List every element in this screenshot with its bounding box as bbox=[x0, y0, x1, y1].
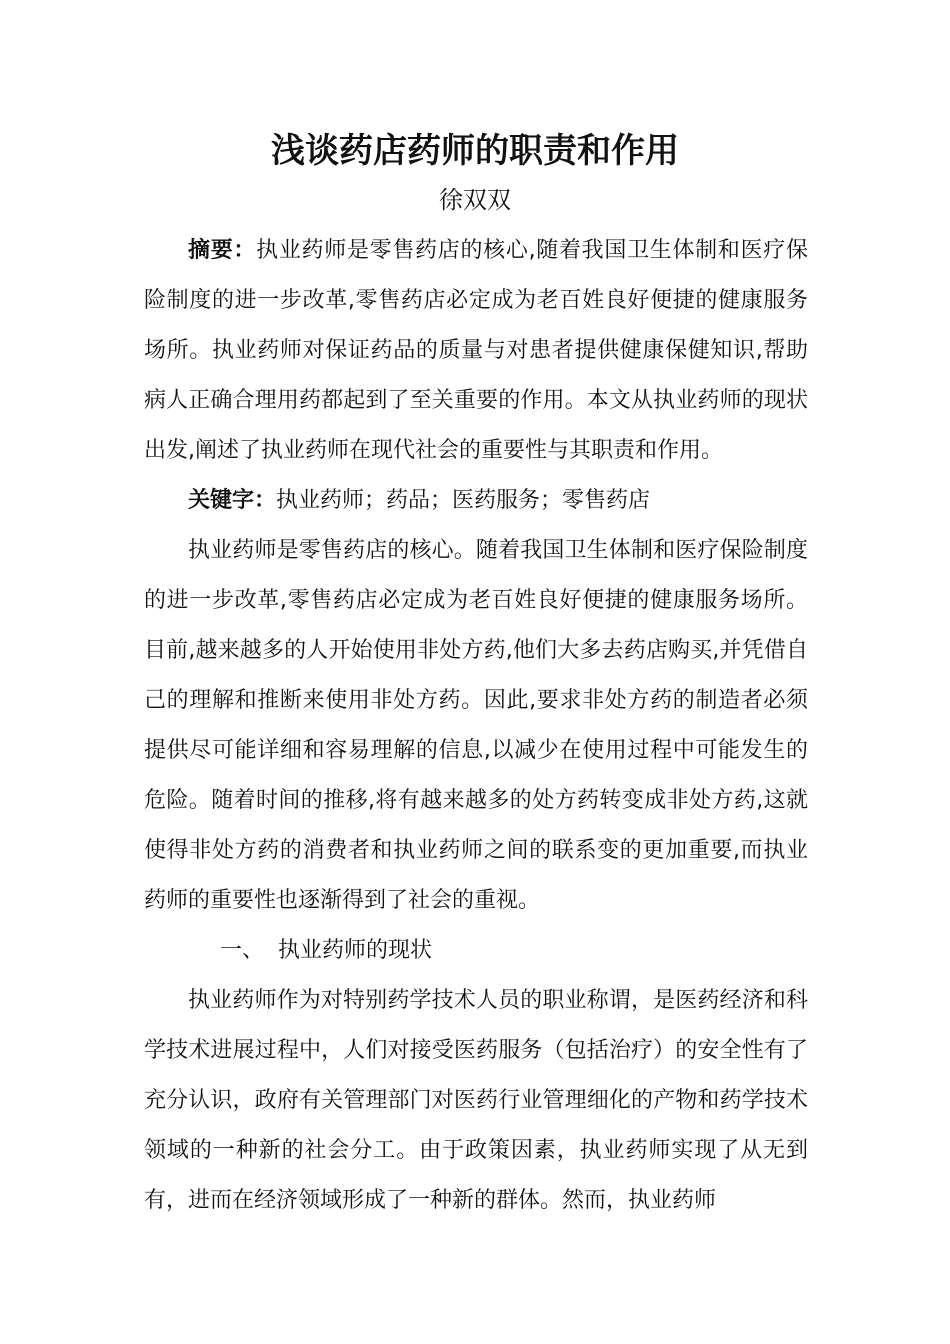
section-number: 一、 bbox=[220, 938, 265, 963]
author-name: 徐双双 bbox=[439, 186, 511, 214]
abstract-text: 执业药师是零售药店的核心,随着我国卫生体制和医疗保险制度的进一步改革,零售药店必定成为老百姓良好便捷的健康服务场所。执业药师对保证药品的质量与对患者提供健康保健知识,帮助病人正确合理用药都起到了至关重要的作用。本文从执业药师的现状出发,阐述了执业药师在现代社会的重要性与其职责和作用。 bbox=[144, 238, 808, 463]
abstract-paragraph bbox=[144, 226, 808, 476]
document-title: 浅谈药店药师的职责和作用 bbox=[271, 131, 679, 171]
section-heading bbox=[220, 926, 432, 976]
keywords-text: 执业药师；药品；医药服务；零售药店 bbox=[276, 488, 651, 513]
body-paragraph-1: 执业药师是零售药店的核心。随着我国卫生体制和医疗保险制度的进一步改革,零售药店必定成为老百姓良好便捷的健康服务场所。目前,越来越多的人开始使用非处方药,他们大多去药店购买,并凭借自己的理解和推断来使用非处方药。因此,要求非处方药的制造者必须提供尽可能详细和容易理解的信息,以减少在使用过程中可能发生的危险。随着时间的推移,将有越来越多的处方药转变成非处方药,这就使得非处方药的消费者和执业药师之间的联系变的更加重要,而执业药师的重要性也逐渐得到了社会的重视。 bbox=[144, 538, 808, 913]
keywords-paragraph bbox=[144, 476, 808, 526]
keywords-label: 关键字： bbox=[188, 488, 277, 513]
section-heading-text: 执业药师的现状 bbox=[278, 938, 433, 963]
abstract-label: 摘要： bbox=[188, 238, 257, 263]
body-paragraph-2: 执业药师作为对特别药学技术人员的职业称谓，是医药经济和科学技术进展过程中，人们对接受医药服务（包括治疗）的安全性有了充分认识，政府有关管理部门对医药行业管理细化的产物和药学技术领域的一种新的社会分工。由于政策因素，执业药师实现了从无到有，进而在经济领域形成了一种新的群体。然而，执业药师 bbox=[144, 988, 808, 1213]
